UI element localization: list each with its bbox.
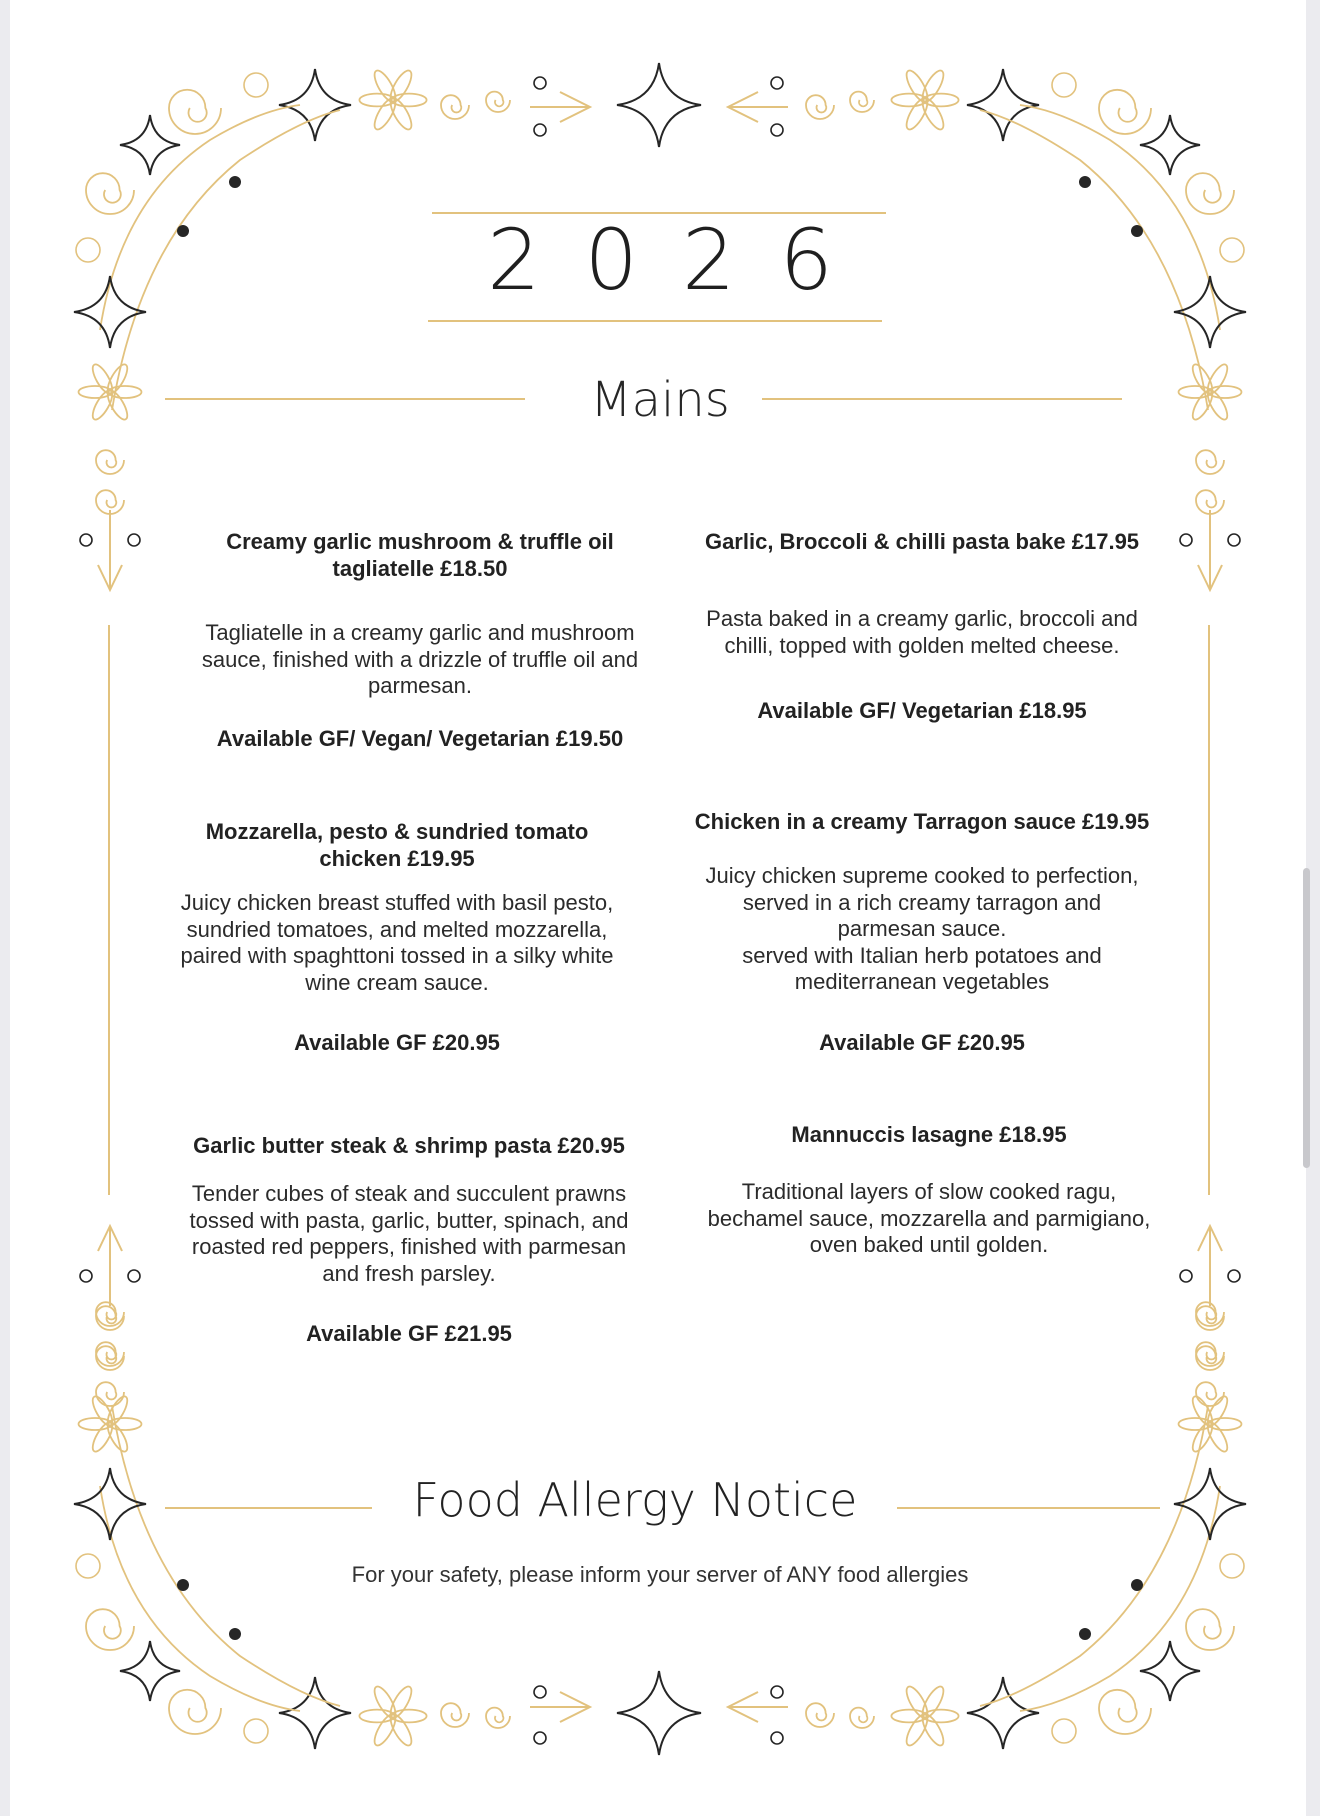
dot-ornament [1131,1579,1143,1591]
menu-item [147,818,647,1056]
ring-ornament [1228,1270,1240,1282]
menu-item [672,808,1172,1056]
ring-ornament [1180,1270,1192,1282]
flower-icon [1179,1394,1242,1455]
dot-ornament [177,1579,189,1591]
menu-item-availability: Available GF/ Vegan/ Vegetarian £19.50 [216,725,624,751]
menu-item-name: Creamy garlic mushroom & truffle oil tagliatelle £18.50 [226,529,614,581]
ring-ornament [1052,73,1076,97]
swirl-ornament [1099,1690,1151,1734]
menu-item [159,1132,659,1347]
menu-item-name: Chicken in a creamy Tarragon sauce £19.95 [694,809,1150,834]
sparkle-star-icon [617,63,701,147]
swirl-ornament [169,1690,221,1734]
menu-item-availability: Available GF £21.95 [306,1321,512,1346]
arrow-ornament [1198,510,1222,590]
dot-ornament [1079,176,1091,188]
swirl-ornament [1099,90,1151,134]
ring-ornament [1180,534,1192,546]
swirl-ornament [96,1382,124,1406]
flower-icon [359,68,426,133]
swirl-ornament [1186,173,1234,214]
sparkle-star-icon [967,69,1039,141]
arrow-ornament [728,1692,788,1722]
ring-ornament [771,124,783,136]
dot-ornament [1079,1628,1091,1640]
swirl-ornament [806,1703,834,1727]
ring-ornament [534,1732,546,1744]
ring-ornament [76,1554,100,1578]
sparkle-star-icon [1140,115,1200,175]
flower-icon [891,68,958,133]
ring-ornament [244,1719,268,1743]
flower-icon [1179,362,1242,423]
flower-icon [79,1394,142,1455]
menu-item-availability: Available GF £20.95 [819,1029,1025,1055]
ring-ornament [771,77,783,89]
ring-ornament [128,1270,140,1282]
menu-item-description: Tagliatelle in a creamy garlic and mushroom sauce, finished with a drizzle of truffle oil and parmesan. [201,620,639,698]
arrow-ornament [98,510,122,590]
dot-ornament [229,176,241,188]
menu-item-name: Garlic butter steak & shrimp pasta £20.95 [193,1133,625,1158]
swirl-ornament [486,1708,510,1728]
sparkle-star-icon [120,115,180,175]
ring-ornament [1228,534,1240,546]
ring-ornament [534,124,546,136]
ring-ornament [244,73,268,97]
swirl-ornament [1196,450,1224,474]
allergy-notice-title: Food Allergy Notice [412,1473,858,1527]
swirl-ornament [441,95,469,119]
menu-item [672,528,1172,724]
menu-item-description: Tender cubes of steak and succulent prawns tossed with pasta, garlic, butter, spinach, and roasted red peppers, finished with parmesan and fresh parsley. [189,1181,629,1286]
swirl-ornament [169,90,221,134]
menu-item-availability: Available GF/ Vegetarian £18.95 [757,698,1087,723]
sparkle-star-icon [120,1641,180,1701]
swirl-ornament [486,92,510,112]
ring-ornament [80,534,92,546]
menu-year: 2026 [487,211,877,309]
swirl-ornament [86,1609,134,1650]
arrow-ornament [530,92,590,122]
menu-item-description: Juicy chicken breast stuffed with basil pesto, sundried tomatoes, and melted mozzarella, paired with spaghttoni tossed in a silky white wine cream sauce. [180,890,614,995]
arrow-ornament [530,1692,590,1722]
menu-item [160,528,680,752]
flower-icon [79,362,142,423]
ring-ornament [771,1686,783,1698]
swirl-ornament [1196,1382,1224,1406]
ring-ornament [771,1732,783,1744]
swirl-ornament [1186,1609,1234,1650]
menu-item-name: Mannuccis lasagne £18.95 [791,1122,1067,1147]
menu-item-availability: Available GF £20.95 [294,1030,500,1055]
ring-ornament [534,77,546,89]
swirl-ornament [86,173,134,214]
menu-item-name: Garlic, Broccoli & chilli pasta bake £17.95 [704,529,1140,554]
swirl-ornament [806,95,834,119]
flower-icon [359,1684,426,1749]
swirl-ornament [850,1708,874,1728]
arrow-ornament [98,1226,122,1306]
arrow-ornament [1198,1226,1222,1306]
ring-ornament [128,534,140,546]
ring-ornament [534,1686,546,1698]
menu-item [679,1121,1179,1259]
scrollbar-thumb[interactable] [1303,868,1310,1168]
section-title: Mains [590,372,730,428]
menu-item-description: Pasta baked in a creamy garlic, broccoli and chilli, topped with golden melted cheese. [706,606,1138,658]
swirl-ornament [96,450,124,474]
sparkle-star-icon [279,1677,351,1749]
flower-icon [891,1684,958,1749]
menu-item-name: Mozzarella, pesto & sundried tomato chicken £19.95 [205,819,589,871]
ring-ornament [80,1270,92,1282]
dot-ornament [229,1628,241,1640]
swirl-ornament [441,1703,469,1727]
swirl-ornament [850,92,874,112]
sparkle-star-icon [1140,1641,1200,1701]
allergy-notice-text: For your safety, please inform your server of ANY food allergies [351,1562,969,1587]
ring-ornament [1220,1554,1244,1578]
menu-item-description: Traditional layers of slow cooked ragu, bechamel sauce, mozzarella and parmigiano, oven baked until golden. [707,1179,1151,1257]
sparkle-star-icon [617,1671,701,1755]
menu-item-description: Juicy chicken supreme cooked to perfection, served in a rich creamy tarragon and parmesan sauce. served with Italian herb potatoes and mediterranean vegetables [705,863,1139,994]
arrow-ornament [728,92,788,122]
ring-ornament [1052,1719,1076,1743]
